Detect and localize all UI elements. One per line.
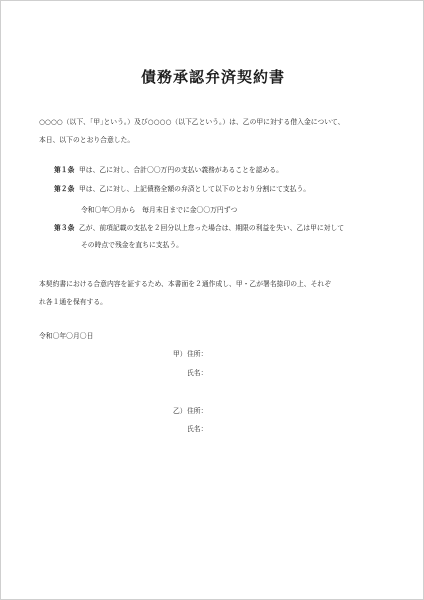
article-3-continuation: その時点で残金を直ちに支払う。 xyxy=(81,241,183,249)
party-b-address-label: 住所： xyxy=(187,407,208,415)
closing-line-1: 本契約書における合意内容を証するため、本書面を２通作成し、甲・乙が署名捺印の上、それぞ xyxy=(39,280,331,288)
article-1-text: 甲は、乙に対し、合計〇〇万円の支払い義務があることを認める。 xyxy=(79,166,283,174)
party-a-name-label: 氏名： xyxy=(187,369,208,377)
article-3-label: 第３条 xyxy=(54,224,75,232)
article-2-label: 第２条 xyxy=(54,185,75,193)
party-a-label: 甲） xyxy=(173,350,187,358)
intro-line-1: ○○○○（以下、｢甲｣という。）及び○○○○（以下乙という。）は、乙の甲に対する借入金について、 xyxy=(39,118,345,126)
party-b-name-label: 氏名： xyxy=(187,425,208,433)
document-date: 令和〇年〇月〇日 xyxy=(39,332,94,340)
article-3-text: 乙が、前項記載の支払を２回分以上怠った場合は、期限の利益を失い、乙は甲に対して xyxy=(79,224,345,232)
document-title: 債務承認弁済契約書 xyxy=(140,68,285,86)
party-a-address-label: 住所： xyxy=(187,350,208,358)
intro-line-2: 本日、以下のとおり合意した。 xyxy=(39,136,135,144)
article-2-text: 甲は、乙に対し、上記債務全額の弁済として以下のとおり分割にて支払う。 xyxy=(79,185,311,193)
article-1-label: 第１条 xyxy=(54,166,75,174)
closing-line-2: れ各１通を保有する。 xyxy=(39,298,107,306)
installment-line: 令和〇年〇月から 毎月末日までに金〇〇万円ずつ xyxy=(81,206,238,214)
party-b-label: 乙） xyxy=(173,407,187,415)
